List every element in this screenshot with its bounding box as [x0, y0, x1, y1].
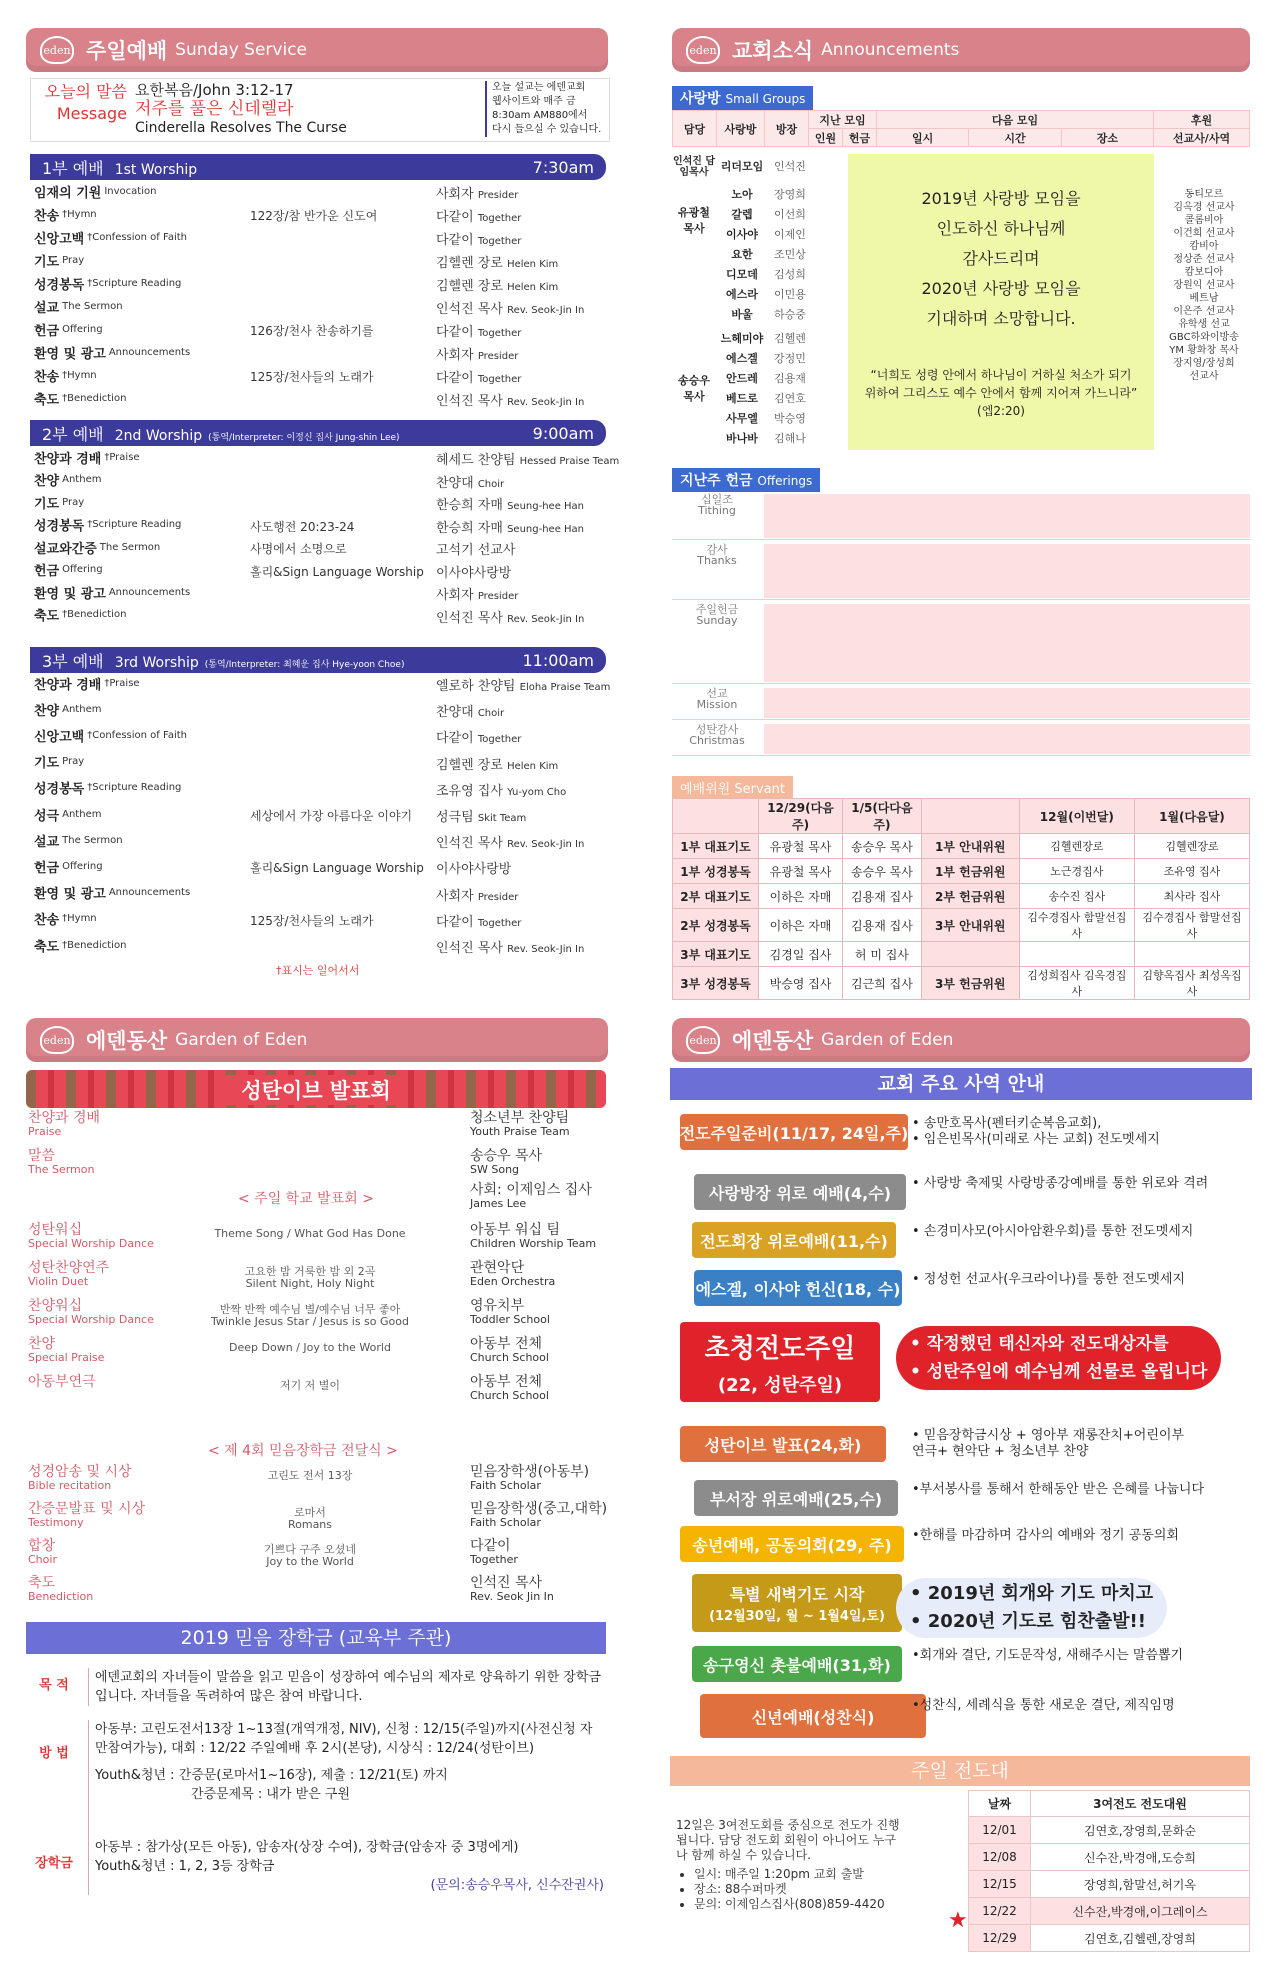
order-item: 찬송 †Hymn [34, 913, 97, 929]
order-detail: 홀리&Sign Language Worship [250, 861, 424, 876]
offering-row: 성탄감사 Christmas [672, 722, 1250, 756]
garden-banner-right: eden 에덴동산 Garden of Eden [672, 1018, 1250, 1062]
evangelism-row: 12/15 장영희,함말선,허기옥 [969, 1871, 1250, 1898]
order-leader: 다같이 Together [436, 325, 522, 340]
order-detail: 사도행전 20:23-24 [250, 519, 355, 534]
order-leader: 인석진 목사 Rev. Seok-Jin In [436, 836, 585, 852]
sg-leader: 강정민 [774, 352, 806, 365]
order-leader: 인석진 목사 Rev. Seok-Jin In [436, 941, 585, 956]
eden-logo: eden [686, 1026, 720, 1054]
message-label: 오늘의 말씀 [44, 82, 127, 101]
program-performer: 아동부 전체 Church School [470, 1374, 549, 1402]
ministry-pill: 성탄이브 발표(24,화) [680, 1426, 886, 1462]
scholarship-performer: 믿음장학생(중고,대학) Faith Scholar [470, 1501, 608, 1529]
program-item: 찬양 Special Praise [28, 1336, 105, 1364]
order-leader: 다같이 Together [436, 233, 522, 248]
evangelism-row: 12/08 신수잔,박경애,도승희 [969, 1844, 1250, 1871]
servant-table: 12/29(다음주) 1/5(다다음주) 12월(이번달) 1월(다음달) 1부 대표기도 유광철 목사 송승우 목사 1부 안내위원 김헬렌장로 김헬렌장로 1부 성경봉독 유광철 목사 송승우 목사 1부 헌금위원 노근경집사 조유영 집사 2부 대표기도 이하은 자매 김용재 집사 2부 헌금위원 송수진 집사 최사라 집사 2부 성경봉독 이하은 자매 김용재 집사 3부 안내위원 김수경집사 함말선집사 김수경집사 함말선집사 3부 대표기도 김경일 집사 허 미 집사 3부 성경봉독 박승영 집사 김근희 집사 3부 헌금위원 김성희집사 김옥경집사 김향옥집사 최성옥집사 [672, 798, 1250, 1000]
scholarship-performer: 인석진 목사 Rev. Seok Jin In [470, 1575, 554, 1603]
sg-rows: 인석진 담임목사 리더모임 인석진 유광철 목사 송승우 목사 노아 장영희 갈렙 이선희 이사야 이제인 요한 조민상 디모데 김성희 에스라 이민용 바울 하승중 느헤미야 김헬렌 에스겔 강정민 안드레 김용재 베드로 김연호 사무엘 박승영 바나바 김해나 2019년 사랑방 모임을 인도하신 하나님께 감사드리며 2020년 사랑방 모임을 기대하며 소망합니다. “너희도 성령 안에서 하나님이 거하실 처소가 되기 위하여 그리스도 예수 안에서 함께 지어져 가느니라” (엡2:20) 동티모르 김옥경 선교사 콜롬비아 이건희 선교사 캄비아 정상준 선교사 캄보디아 장원익 선교사 베트남 이은주 선교사 유학생 선교 GBC하와이방송 YM 황화창 목사 장지영/장성희 선교사 [672, 154, 1250, 452]
order-detail: 세상에서 가장 아름다운 이야기 [250, 809, 413, 823]
program-performer: 사회: 이제임스 집사 James Lee [470, 1182, 592, 1210]
order-detail: 122장/참 반가운 신도여 [250, 209, 378, 223]
sunday-service-banner [26, 28, 608, 72]
ministry-desc: • 사랑방 축제및 사랑방종강예배를 통한 위로와 격려 [912, 1176, 1209, 1191]
mission-list: 동티모르 김옥경 선교사 콜롬비아 이건희 선교사 캄비아 정상준 선교사 캄보디아 장원익 선교사 베트남 이은주 선교사 유학생 선교 GBC하와이방송 YM 황화창 목사 장지영/장성희 선교사 [1169, 189, 1239, 382]
ministry-desc: •부서봉사를 통해서 한해동안 받은 은혜를 나눕니다 [912, 1482, 1205, 1497]
order-item: 임재의 기원 Invocation [34, 185, 157, 201]
order-item: 찬양 Anthem [34, 474, 102, 489]
order-item: 기도 Pray [34, 496, 85, 512]
program-performer: 영유치부 Toddler School [470, 1298, 550, 1326]
ministry-desc: • 2019년 회개와 기도 마치고 • 2020년 기도로 힘찬출발!! [896, 1578, 1167, 1638]
sg-name: 사무엘 [726, 412, 758, 425]
scholarship-detail: 로마서 Romans [287, 1506, 333, 1531]
worship3-bar: 3부 예배 3rd Worship (통역/Interpreter: 최혜운 집사 Hye-yoon Choe) 11:00am [30, 647, 606, 673]
order-item: 신앙고백 †Confession of Faith [34, 231, 187, 247]
order-item: 축도 †Benediction [34, 392, 127, 408]
order-leader: 이사야사랑방 [436, 862, 512, 878]
sunday-title: 주일예배 [86, 39, 168, 63]
order-leader: 성극팀 Skit Team [436, 810, 527, 825]
servant-label: 예배위원 Servant [672, 776, 793, 799]
sg-leader: 김헬렌 [774, 332, 806, 345]
order-leader: 다같이 Together [436, 914, 522, 930]
order-leader: 인석진 목사 Rev. Seok-Jin In [436, 302, 585, 317]
garden-banner-left: eden 에덴동산 Garden of Eden [26, 1018, 608, 1062]
sg-name: 바울 [731, 308, 753, 321]
ministry-desc: • 정성헌 선교사(우크라이나)를 통한 전도멧세지 [912, 1272, 1185, 1287]
order-leader: 고석기 선교사 [436, 543, 516, 558]
evangelism-row: 12/29 김연호,김헬렌,장영희 [969, 1925, 1250, 1952]
ministry-desc: • 송만호목사(펜터키순복음교회), • 임은빈목사(미래로 사는 교회) 전도멧세지 [912, 1116, 1160, 1147]
sermon-title: 저주를 풀은 신데렐라 [135, 99, 294, 119]
order-leader: 김헬렌 장로 Helen Kim [436, 279, 559, 294]
sg-leader: 이제인 [774, 228, 806, 241]
ministry-desc: • 작정했던 태신자와 전도대상자를 • 성탄주일에 예수님께 선물로 올립니다 [896, 1326, 1221, 1390]
christmas-eve-banner: 성탄이브 발표회 [26, 1070, 606, 1108]
standing-footnote: †표시는 일어서서 [276, 964, 360, 977]
small-groups-label: 사랑방 Small Groups [672, 86, 813, 110]
sg-name: 에스라 [726, 288, 758, 301]
order-leader: 다같이 Together [436, 731, 522, 747]
program-item: 아동부연극 [28, 1374, 96, 1390]
ministry-desc: •성찬식, 세례식을 통한 새로운 결단, 제직임명 [912, 1698, 1175, 1713]
program-performer: 송승우 목사 SW Song [470, 1148, 543, 1176]
eden-logo: eden [40, 1026, 74, 1054]
program-item: 찬양워십 Special Worship Dance [28, 1298, 154, 1326]
ministry-pill: 에스겔, 이사야 헌신(18, 수) [694, 1270, 902, 1306]
sg-name: 이사야 [726, 228, 758, 241]
order-item: 찬양과 경배 †Praise [34, 451, 140, 467]
ministry-pill: 부서장 위로예배(25,수) [694, 1480, 898, 1516]
small-groups-table: 담당 사랑방 방장 지난 모임 다음 모임 후원 인원 헌금 일시 시간 장소 선교사/사역 [672, 110, 1250, 147]
order-leader: 인석진 목사 Rev. Seok-Jin In [436, 394, 585, 409]
order-leader: 한승희 자매 Seung-hee Han [436, 520, 585, 536]
servant-row: 3부 대표기도 김경일 집사 허 미 집사 [673, 942, 1250, 967]
ministry-pill: 사랑방장 위로 예배(4,수) [694, 1174, 906, 1210]
evangelism-table: 날짜 3여전도 전도대원 12/01 김연호,장영희,문화순 12/08 신수잔,박경애,도승희 12/15 장영희,함말선,허기옥 12/22 신수잔,박경애,이그레이스 12/29 김연호,김헬렌,장영희 [968, 1790, 1250, 1952]
servant-row: 3부 성경봉독 박승영 집사 김근희 집사 3부 헌금위원 김성희집사 김옥경집사 김향옥집사 최성옥집사 [673, 967, 1250, 1000]
order-item: 찬양과 경배 †Praise [34, 677, 140, 693]
order-item: 환영 및 광고 Announcements [34, 887, 191, 903]
ministry-desc: • 손경미사모(아시아암환우회)를 통한 전도멧세지 [912, 1224, 1194, 1239]
order-leader: 사회자 Presider [436, 187, 519, 202]
order-leader: 사회자 Presider [436, 888, 519, 904]
scholarship-detail: 기쁘다 구주 오셨네 Joy to the World [263, 1543, 356, 1568]
sg-leader: 김연호 [774, 392, 806, 405]
order-leader: 이사야사랑방 [436, 565, 512, 581]
evangelism-row: 12/01 김연호,장영희,문화순 [969, 1817, 1250, 1844]
worship1-bar: 1부 예배 1st Worship 7:30am [30, 154, 606, 180]
sg-name: 안드레 [726, 372, 758, 385]
order-leader: 찬양대 Choir [436, 475, 505, 491]
message-label-en: Message [56, 104, 127, 123]
ministry-pill: 송년예배, 공동의회(29, 주) [680, 1526, 904, 1562]
order-item: 찬송 †Hymn [34, 208, 97, 224]
order-item: 설교 The Sermon [34, 300, 123, 316]
program-performer: 아동부 워십 팀 Children Worship Team [470, 1222, 597, 1250]
worship2-bar: 2부 예배 2nd Worship (통역/Interpreter: 이정신 집사 Jung-shin Lee) 9:00am [30, 420, 606, 446]
street-evangelism-header: 주일 전도대 [670, 1756, 1250, 1786]
servant-row: 2부 대표기도 이하은 자매 김용재 집사 2부 헌금위원 송수진 집사 최사라 집사 [673, 884, 1250, 909]
scripture-verse: 요한복음/John 3:12-17 [135, 81, 294, 99]
ministry-pill: 초청전도주일 (22, 성탄주일) [680, 1322, 880, 1402]
order-item: 찬송 †Hymn [34, 369, 97, 385]
servant-row: 1부 성경봉독 유광철 목사 송승우 목사 1부 헌금위원 노근경집사 조유영 집사 [673, 859, 1250, 884]
sg-leader: 김해나 [774, 432, 806, 445]
sg-message: 2019년 사랑방 모임을 인도하신 하나님께 감사드리며 2020년 사랑방 모임을 기대하며 소망합니다. “너희도 성령 안에서 하나님이 거하실 처소가 되기 위하여 그리스도 예수 안에서 함께 지어져 가느니라” (엡2:20) [848, 154, 1154, 450]
order-item: 환영 및 광고 Announcements [34, 586, 191, 602]
order-leader: 사회자 Presider [436, 348, 519, 363]
order-leader: 엘로하 찬양팀 Eloha Praise Team [436, 679, 611, 694]
eden-logo: eden [686, 36, 720, 64]
message-box [30, 78, 610, 142]
sg-name: 에스겔 [726, 352, 758, 365]
program-detail: Deep Down / Joy to the World [229, 1341, 391, 1354]
program-performer: 청소년부 찬양팀 Youth Praise Team [470, 1110, 570, 1138]
sg-name: 요한 [731, 248, 753, 261]
order-item: 설교와간증 The Sermon [34, 541, 161, 557]
order-detail: 홀리&Sign Language Worship [250, 564, 424, 579]
sg-leader: 이선희 [774, 208, 806, 221]
scholarship-subtitle: < 제 4회 믿음장학금 전달식 > [208, 1443, 398, 1459]
program-item: 성탄찬양연주 Violin Duet [28, 1260, 110, 1288]
replay-note: 오늘 설교는 에덴교회 웹사이트와 매주 금 8:30am AM880에서 다시 들으실 수 있습니다. [485, 81, 601, 137]
program-performer: 아동부 전체 Church School [470, 1336, 549, 1364]
order-item: 설교 The Sermon [34, 834, 123, 850]
eden-logo: eden [40, 36, 74, 64]
order-item: 기도 Pray [34, 756, 85, 772]
evangelism-text: 12일은 3여전도회를 중심으로 전도가 진행 됩니다. 담당 전도회 회원이 아니어도 누구 나 함께 하실 수 있습니다. • 일시: 매주일 1:20pm 교회 출발 • 장소: 88수퍼마켓 • 문의: 이제임스집사(808)859-4420 [676, 1818, 950, 1912]
order-item: 헌금 Offering [34, 564, 103, 579]
scholarship-body: 목 적 에덴교회의 자녀들이 말씀을 읽고 믿음이 성장하여 예수님의 제자로 양육하기 위한 장학금입니다. 자녀들을 독려하여 많은 참여 바랍니다. 방 법 아동부: 고린도전서13장 1~13절(개역개정, NIV), 신청 : 12/15(주일)까지(사전신청 자만참여가능), 대회 : 12/22 주일예배 후 2시(본당), 시상식 : 12/24(성탄이브) Youth&청년 : 간증문(로마서1~16장), 제출 : 12/21(토) 까지 간증문제목 : 내가 받은 구원 장학금 아동부 : 참가상(모든 아동), 암송자(상장 수여), 장학금(암송자 중 3명에게) Youth&청년 : 1, 2, 3등 장학금 (문의:송승우목사, 신수잔권사) [35, 1670, 604, 1893]
ministry-pill: 송구영신 촛불예배(31,화) [692, 1646, 902, 1682]
order-leader: 헤세드 찬양팀 Hessed Praise Team [436, 453, 620, 468]
sg-leader: 이민용 [774, 288, 806, 301]
order-detail: 125장/천사들의 노래가 [250, 370, 374, 384]
order-item: 환영 및 광고 Announcements [34, 346, 191, 362]
offering-row: 선교 Mission [672, 686, 1250, 720]
scholarship-item: 성경암송 및 시상 Bible recitation [28, 1464, 132, 1492]
offering-row: 감사 Thanks [672, 542, 1250, 600]
order-detail: 126장/천사 찬송하기를 [250, 324, 374, 338]
order-leader: 찬양대 Choir [436, 705, 505, 721]
order-leader: 김헬렌 장로 Helen Kim [436, 757, 559, 773]
scholarship-item: 합창 Choir [28, 1538, 57, 1566]
ministry-pill: 전도회장 위로예배(11,수) [692, 1222, 896, 1258]
order-item: 성경봉독 †Scripture Reading [34, 782, 182, 798]
sg-leader: 조민상 [774, 248, 806, 261]
evangelism-row: 12/22 신수잔,박경애,이그레이스 [969, 1898, 1250, 1925]
program-detail: 저기 저 별이 [279, 1379, 341, 1392]
order-leader: 사회자 Presider [436, 588, 519, 603]
scholarship-detail: 고린도 전서 13장 [267, 1469, 353, 1482]
order-item: 신앙고백 †Confession of Faith [34, 729, 187, 745]
order-leader: 한승희 자매 Seung-hee Han [436, 498, 585, 513]
sg-leader: 장영희 [774, 188, 806, 201]
sunday-school-subtitle: < 주일 학교 발표회 > [238, 1191, 374, 1207]
servant-row: 1부 대표기도 유광철 목사 송승우 목사 1부 안내위원 김헬렌장로 김헬렌장로 [673, 834, 1250, 859]
program-detail: 반짝 반짝 예수님 별/예수님 너무 좋아 Twinkle Jesus Star / Jesus is so Good [211, 1303, 409, 1328]
sg-name: 바나바 [726, 432, 758, 445]
order-item: 축도 †Benediction [34, 939, 127, 955]
program-item: 찬양과 경배 Praise [28, 1110, 101, 1138]
scholarship-item: 축도 Benediction [28, 1575, 94, 1603]
scholarship-item: 간증문발표 및 시상 Testimony [28, 1501, 146, 1529]
scholarship-performer: 다같이 Together [470, 1538, 518, 1566]
order-leader: 조유영 집사 Yu-yom Cho [436, 783, 567, 799]
order-item: 기도 Pray [34, 254, 85, 270]
announcements-banner: eden 교회소식 Announcements [672, 28, 1250, 72]
order-item: 헌금 Offering [34, 323, 103, 339]
sg-name: 디모데 [726, 268, 758, 281]
program-item: 성탄워십 Special Worship Dance [28, 1222, 154, 1250]
ministry-guide-header: 교회 주요 사역 안내 [670, 1068, 1252, 1100]
order-item: 성경봉독 †Scripture Reading [34, 277, 182, 293]
sermon-title-en: Cinderella Resolves The Curse [135, 120, 347, 136]
order-leader: 김헬렌 장로 Helen Kim [436, 256, 559, 271]
ministry-pill: 신년예배(성찬식) [700, 1694, 926, 1738]
ministry-desc: •한해를 마감하며 감사의 예배와 정기 공동의회 [912, 1528, 1179, 1543]
sunday-title-en: Sunday Service [175, 40, 307, 60]
offering-row: 주일헌금 Sunday [672, 602, 1250, 684]
servant-row: 2부 성경봉독 이하은 자매 김용재 집사 3부 안내위원 김수경집사 함말선집사 김수경집사 함말선집사 [673, 909, 1250, 942]
program-performer: 관현악단 Eden Orchestra [470, 1260, 556, 1288]
program-item: 말씀 The Sermon [28, 1148, 95, 1176]
program-detail: Theme Song / What God Has Done [214, 1227, 406, 1240]
order-item: 성경봉독 †Scripture Reading [34, 519, 182, 534]
order-leader: 다같이 Together [436, 371, 522, 386]
sg-leader: 박승영 [774, 412, 806, 425]
sg-name: 노아 [731, 188, 753, 201]
sg-name: 베드로 [726, 392, 758, 405]
ministry-pill: 전도주일준비(11/17, 24일,주) [680, 1114, 908, 1150]
order-detail: 125장/천사들의 노래가 [250, 913, 374, 928]
order-item: 성극 Anthem [34, 808, 102, 824]
order-item: 축도 †Benediction [34, 609, 127, 624]
sg-leader: 김성희 [774, 268, 806, 281]
ministry-pill: 특별 새벽기도 시작 (12월30일, 월 ~ 1월4일,토) [692, 1574, 902, 1632]
ministry-desc: •회개와 결단, 기도문작성, 새해주시는 말씀뽑기 [912, 1648, 1184, 1663]
offerings-label: 지난주 헌금 Offerings [672, 468, 820, 492]
order-leader: 인석진 목사 Rev. Seok-Jin In [436, 610, 585, 626]
ministry-desc: • 믿음장학금시상 + 영아부 재롱잔치+어린이부 연극+ 현악단 + 청소년부 찬양 [912, 1428, 1185, 1459]
sg-name: 갈렙 [731, 208, 753, 221]
sg-leader: 김용재 [774, 372, 806, 385]
program-detail: 고요한 밤 거룩한 밤 외 2곡 Silent Night, Holy Night [244, 1265, 376, 1290]
order-item: 찬양 Anthem [34, 703, 102, 719]
scholarship-performer: 믿음장학생(아동부) Faith Scholar [470, 1464, 590, 1492]
order-leader: 다같이 Together [436, 210, 522, 225]
star-icon: ★ [948, 1908, 968, 1933]
offering-row: 십일조 Tithing [672, 492, 1250, 540]
sg-leader: 하승중 [774, 308, 806, 321]
order-item: 헌금 Offering [34, 860, 103, 876]
order-detail: 사명에서 소명으로 [250, 542, 347, 556]
sg-name: 느헤미야 [720, 332, 764, 345]
scholarship-banner: 2019 믿음 장학금 (교육부 주관) [26, 1622, 606, 1654]
